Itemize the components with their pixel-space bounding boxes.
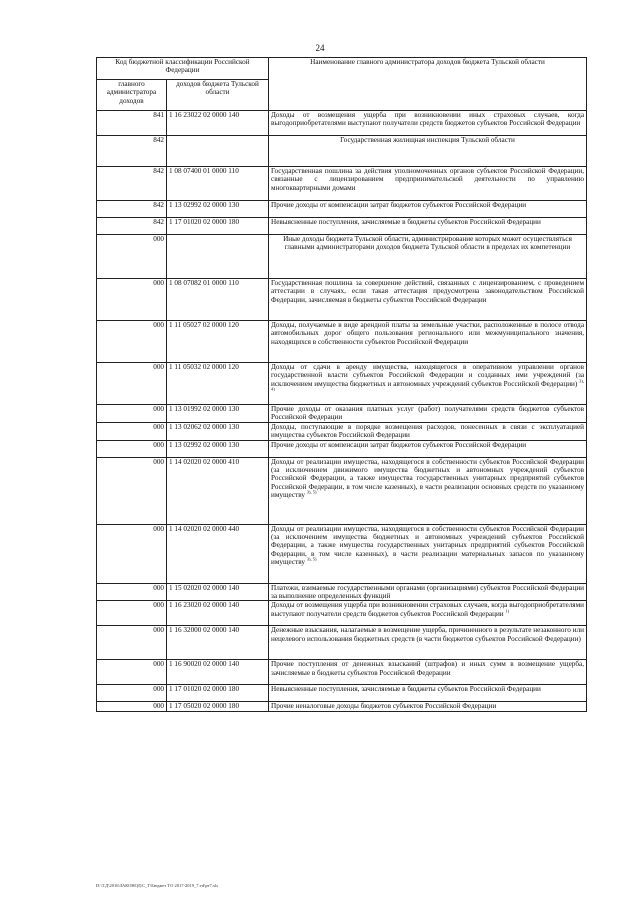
description-text: Государственная жилищная инспекция Тульской области [340, 136, 515, 144]
table-row [97, 440, 587, 457]
revenue-description [269, 626, 587, 660]
revenue-code [167, 136, 269, 167]
table-row [97, 321, 587, 363]
table-row [97, 218, 587, 235]
footnote-ref: 1) [505, 608, 510, 614]
revenue-description [269, 660, 587, 685]
admin-code: 000 [97, 660, 167, 685]
description-text: Невыясненные поступления, зачисляемые в бюджеты субъектов Российской Федерации [271, 685, 541, 694]
admin-code: 000 [97, 321, 167, 363]
revenue-description [269, 422, 587, 440]
revenue-code: 1 17 01020 02 0000 180 [167, 685, 269, 702]
page-number: 24 [315, 43, 325, 53]
admin-code: 000 [97, 702, 167, 711]
admin-code: 000 [97, 626, 167, 660]
admin-code: 842 [97, 218, 167, 235]
revenue-description [269, 440, 587, 457]
admin-code: 842 [97, 201, 167, 218]
admin-code: 000 [97, 524, 167, 583]
revenue-description [269, 685, 587, 702]
admin-code: 000 [97, 405, 167, 423]
admin-code: 842 [97, 136, 167, 167]
budget-table [96, 57, 587, 712]
admin-code: 000 [97, 601, 167, 626]
revenue-code: 1 13 02992 02 0000 130 [167, 440, 269, 457]
description-text: Прочие поступления от денежных взысканий (штрафов) и иных сумм в возмещение ущерба, зачисляемые в бюджеты субъектов Российской Федерации [271, 660, 585, 677]
revenue-code [167, 235, 269, 279]
table-row [97, 660, 587, 685]
admin-code: 000 [97, 235, 167, 279]
revenue-code: 1 08 07400 01 0000 110 [167, 167, 269, 201]
description-text: Доходы от реализации имущества, находящегося в собственности субъектов Российской Федерации (за исключением имущества бюджетных и автономных учреждений субъектов Российской Федерации, а также имущества государственных унитарных предприятий субъектов Российской Федерации, в том числе казенных), в части реализации материальных запасов по указанному имуществу [271, 524, 585, 567]
revenue-description [269, 702, 587, 711]
revenue-code: 1 13 02992 02 0000 130 [167, 201, 269, 218]
table-row [97, 601, 587, 626]
description-text: Доходы от реализации имущества, находящегося в собственности субъектов Российской Федерации (за исключением движимого имущества бюджетных и автономных учреждений субъектов Российской Федерации, а также имущества государственных унитарных предприятий субъектов Российской Федерации, в том числе казенных), в части реализации основных средств по указанному имуществу [271, 457, 585, 500]
revenue-description [269, 167, 587, 201]
section-row [97, 136, 587, 167]
revenue-code: 1 13 02062 02 0000 130 [167, 422, 269, 440]
description-text: Прочие неналоговые доходы бюджетов субъектов Российской Федерации [271, 702, 497, 711]
description-text: Доходы от возмещения ущерба при возникновении страховых случаев, когда выгодоприобретателями выступают получатели средств бюджетов субъектов Российской Федерации [271, 601, 585, 618]
revenue-code: 1 15 02020 02 0000 140 [167, 583, 269, 601]
table-row [97, 279, 587, 321]
description-text: Прочие доходы от оказания платных услуг (работ) получателями средств бюджетов субъектов Российской Федерации [271, 405, 585, 422]
header-admin: главного администратора доходов [97, 80, 167, 111]
revenue-code: 1 16 23022 02 0000 140 [167, 111, 269, 136]
table-row [97, 167, 587, 201]
revenue-code: 1 17 01020 02 0000 180 [167, 218, 269, 235]
revenue-description [269, 111, 587, 136]
section-title [269, 136, 587, 167]
admin-code: 000 [97, 422, 167, 440]
table-row [97, 524, 587, 583]
table-row [97, 422, 587, 440]
table-row [97, 405, 587, 423]
revenue-description [269, 321, 587, 363]
revenue-description [269, 363, 587, 405]
footnote-ref: 3), 5) [306, 556, 317, 562]
revenue-code: 1 08 07082 01 0000 110 [167, 279, 269, 321]
admin-code: 000 [97, 440, 167, 457]
revenue-description [269, 279, 587, 321]
header-revenue: доходов бюджета Тульской области [167, 80, 269, 111]
table-body [97, 111, 587, 712]
description-text: Доходы, получаемые в виде арендной платы за земельные участки, расположенные в полосе отвода автомобильных дорог общего пользования регионального или межмуниципального значения, находящихся в собственности субъектов Российской Федерации [271, 321, 585, 346]
revenue-code: 1 16 90020 02 0000 140 [167, 660, 269, 685]
description-text: Доходы от возмещения ущерба при возникновении иных страховых случаев, когда выгодоприобретателями выступают получатели средств бюджетов субъектов Российской Федерации [271, 111, 585, 128]
table-row [97, 201, 587, 218]
admin-code: 000 [97, 457, 167, 524]
admin-code: 000 [97, 685, 167, 702]
revenue-code: 1 11 05032 02 0000 120 [167, 363, 269, 405]
revenue-description [269, 601, 587, 626]
revenue-description [269, 405, 587, 423]
table-row [97, 626, 587, 660]
section-title [269, 235, 587, 279]
section-row [97, 235, 587, 279]
description-text: Доходы, поступающие в порядке возмещения расходов, понесенных в связи с эксплуатацией имущества субъектов Российской Федерации [271, 422, 585, 440]
description-text: Денежные взыскания, налагаемые в возмещение ущерба, причиненного в результате незаконного или нецелевого использования бюджетных средств (в части бюджетов субъектов Российской Федерации) [271, 626, 585, 643]
description-text: Государственная пошлина за действия уполномоченных органов субъектов Российской Федерации, связанные с лицензированием предпринимательской деятельности по управлению многоквартирными домами [271, 167, 585, 192]
description-text: Государственная пошлина за совершение действий, связанных с лицензированием, с проведением аттестации в случаях, если такая аттестация предусмотрена законодательством Российской Федерации, зачисляемая в бюджеты субъектов Российской Федерации [271, 279, 585, 304]
description-text: Доходы от сдачи в аренду имущества, находящегося в оперативном управлении органов государственной власти субъектов Российской Федерации и созданных ими учреждений (за исключением имущества бюджетных и автономных учреждений субъектов Российской Федерации) [271, 363, 585, 388]
table-row [97, 583, 587, 601]
admin-code: 000 [97, 363, 167, 405]
footer-path: D:\Т.Д\2016\ЗАКОНОД\С_Т\Бюджет ТО 2017-2019_7.vd\рт7.xls [96, 883, 219, 888]
revenue-code: 1 14 02020 02 0000 410 [167, 457, 269, 524]
revenue-code: 1 11 05027 02 0000 120 [167, 321, 269, 363]
revenue-code: 1 16 23020 02 0000 140 [167, 601, 269, 626]
table-row [97, 685, 587, 702]
revenue-description [269, 218, 587, 235]
revenue-code: 1 13 01992 02 0000 130 [167, 405, 269, 423]
revenue-description [269, 457, 587, 524]
revenue-description [269, 583, 587, 601]
description-text: Прочие доходы от компенсации затрат бюджетов субъектов Российской Федерации [271, 201, 527, 209]
description-text: Прочие доходы от компенсации затрат бюджетов субъектов Российской Федерации [271, 440, 527, 449]
table-row [97, 457, 587, 524]
admin-code: 841 [97, 111, 167, 136]
revenue-description [269, 524, 587, 583]
revenue-code: 1 17 05020 02 0000 180 [167, 702, 269, 711]
admin-code: 842 [97, 167, 167, 201]
description-text: Платежи, взимаемые государственными органами (организациями) субъектов Российской Федерации за выполнение определенных функций [271, 583, 585, 601]
description-text: Невыясненные поступления, зачисляемые в бюджеты субъектов Российской Федерации [271, 218, 541, 226]
header-code-group: Код бюджетной классификации Российской Федерации [97, 58, 269, 80]
footnote-ref: 3), 4) [271, 378, 585, 392]
table-row [97, 702, 587, 711]
header-name: Наименование главного администратора доходов бюджета Тульской области [269, 58, 587, 111]
admin-code: 000 [97, 583, 167, 601]
table-row [97, 111, 587, 136]
footnote-ref: 3), 5) [306, 489, 317, 495]
table-row [97, 363, 587, 405]
description-text: Иные доходы бюджета Тульской области, администрирование которых может осуществляться главными администраторами доходов бюджета Тульской области в пределах их компетенции [283, 235, 572, 252]
revenue-description [269, 201, 587, 218]
revenue-code: 1 14 02020 02 0000 440 [167, 524, 269, 583]
revenue-code: 1 16 32000 02 0000 140 [167, 626, 269, 660]
admin-code: 000 [97, 279, 167, 321]
